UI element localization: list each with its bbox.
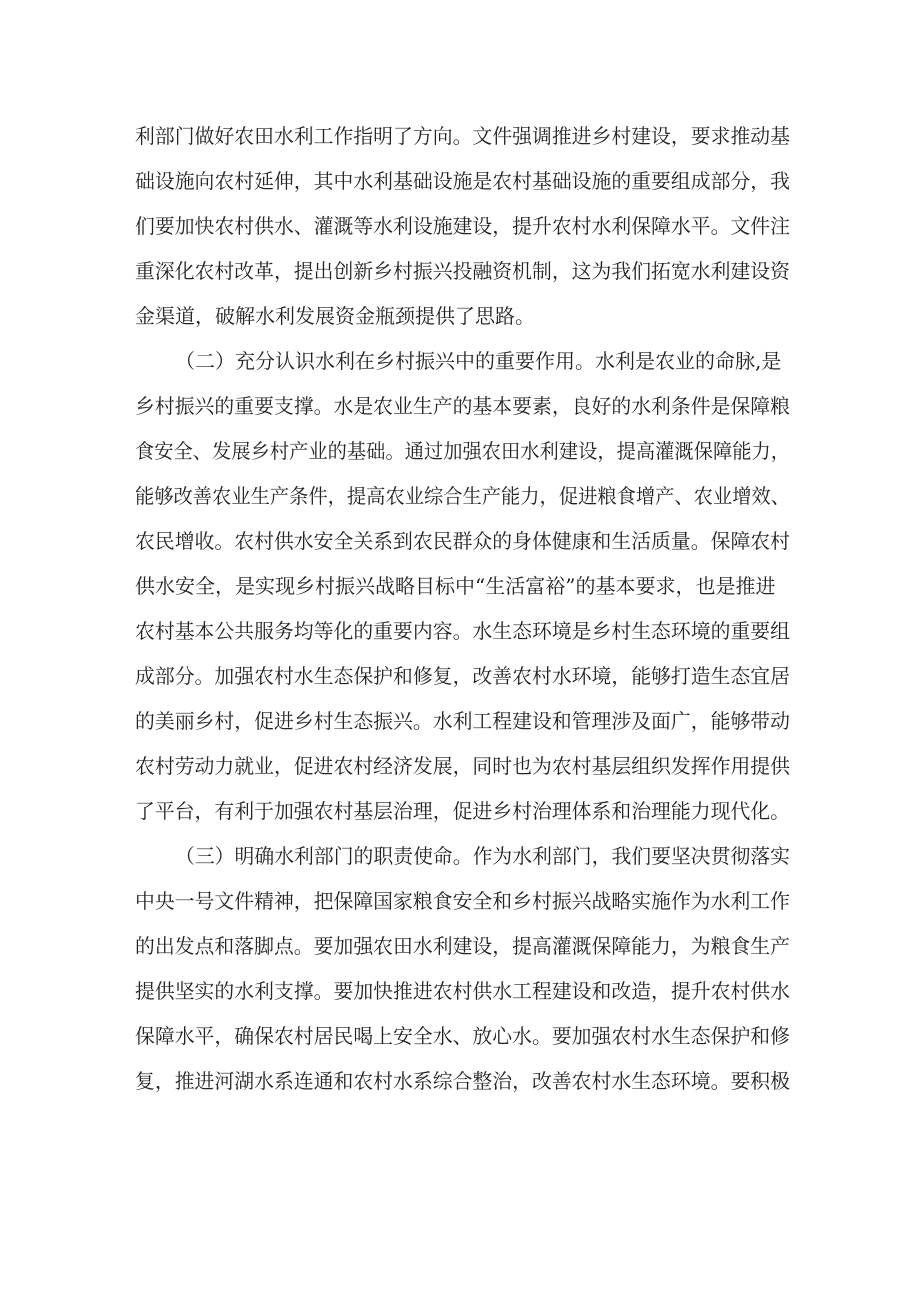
text-line: 供水安全，是实现乡村振兴战略目标中“生活富裕”的基本要求，也是推进	[135, 574, 776, 598]
text-line: 的美丽乡村，促进乡村生态振兴。水利工程建设和管理涉及面广，能够带动	[135, 709, 790, 733]
text-line: 成部分。加强农村水生态保护和修复，改善农村水环境，能够打造生态宜居	[135, 664, 790, 688]
text-line: 提供坚实的水利支撑。要加快推进农村供水工程建设和改造，提升农村供水	[135, 979, 790, 1003]
paragraph-2	[135, 339, 790, 834]
text-line: 了平台，有利于加强农村基层治理，促进乡村治理体系和治理能力现代化。	[135, 799, 790, 823]
text-line: （三）明确水利部门的职责使命。作为水利部门，我们要坚决贯彻落实	[175, 844, 790, 868]
document-body	[135, 114, 790, 1104]
text-line: 中央一号文件精神，把保障国家粮食安全和乡村振兴战略实施作为水利工作	[135, 889, 790, 913]
text-line: 重深化农村改革，提出创新乡村振兴投融资机制，这为我们拓宽水利建设资	[135, 259, 790, 283]
text-line: 食安全、发展乡村产业的基础。通过加强农田水利建设，提高灌溉保障能力，	[135, 439, 790, 463]
paragraph-3	[135, 834, 790, 1104]
text-line: 能够改善农业生产条件，提高农业综合生产能力，促进粮食增产、农业增效、	[135, 484, 790, 508]
text-line: （二）充分认识水利在乡村振兴中的重要作用。水利是农业的命脉,是	[175, 349, 782, 373]
text-line: 农村劳动力就业，促进农村经济发展，同时也为农村基层组织发挥作用提供	[135, 754, 790, 778]
text-line: 复，推进河湖水系连通和农村水系综合整治，改善农村水生态环境。要积极	[135, 1069, 790, 1093]
text-line: 的出发点和落脚点。要加强农田水利建设，提高灌溉保障能力，为粮食生产	[135, 934, 790, 958]
text-line: 础设施向农村延伸，其中水利基础设施是农村基础设施的重要组成部分，我	[135, 169, 790, 193]
text-line: 利部门做好农田水利工作指明了方向。文件强调推进乡村建设，要求推动基	[135, 124, 790, 148]
paragraph-1	[135, 114, 790, 339]
text-line: 保障水平，确保农村居民喝上安全水、放心水。要加强农村水生态保护和修	[135, 1024, 790, 1048]
text-line: 金渠道，破解水利发展资金瓶颈提供了思路。	[135, 304, 535, 328]
text-line: 农村基本公共服务均等化的重要内容。水生态环境是乡村生态环境的重要组	[135, 619, 790, 643]
text-line: 们要加快农村供水、灌溉等水利设施建设，提升农村水利保障水平。文件注	[135, 214, 790, 238]
text-line: 农民增收。农村供水安全关系到农民群众的身体健康和生活质量。保障农村	[135, 529, 790, 553]
text-line: 乡村振兴的重要支撑。水是农业生产的基本要素，良好的水利条件是保障粮	[135, 394, 790, 418]
